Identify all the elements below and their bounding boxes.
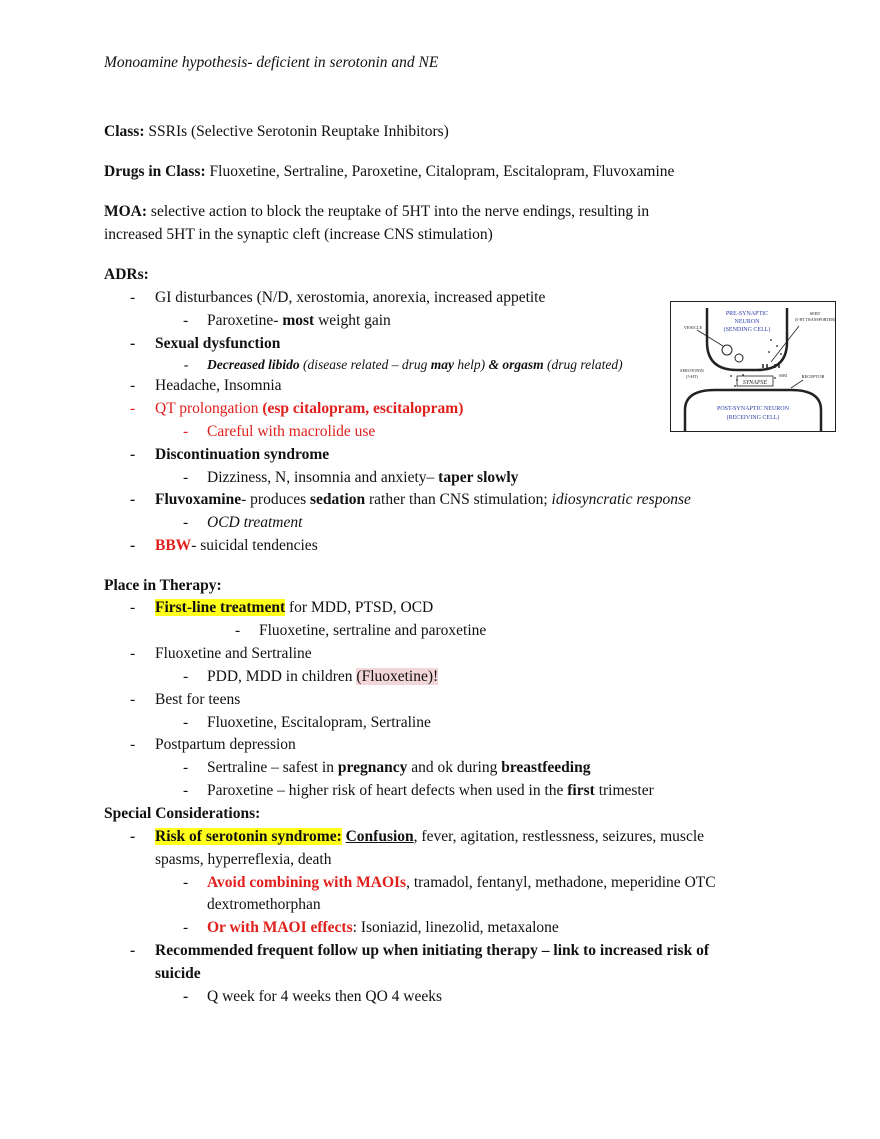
adr-parox-dash: - (183, 312, 189, 329)
adr-fluvox-e: idiosyncratic response (551, 491, 691, 508)
adr-fluvox-d: rather than CNS stimulation; (365, 491, 552, 508)
therapy-pdd (207, 667, 438, 687)
adr-libido-c: may (430, 357, 454, 372)
therapy-first-b: for MDD, PTSD, OCD (285, 599, 434, 616)
adr-parox-b: most (282, 312, 315, 329)
vesicle-circle (722, 345, 732, 355)
drugs-label: Drugs in Class: (104, 163, 206, 180)
drugs-text: Fluoxetine, Sertraline, Paroxetine, Citalopram, Escitalopram, Fluvoxamine (205, 163, 675, 180)
adr-fluvox-dash: - (130, 491, 136, 508)
adr-qt (155, 399, 463, 419)
adr-fluvox-b: - produces (241, 491, 310, 508)
special-qweek-dash: - (183, 988, 189, 1005)
adr-dizzy (207, 468, 518, 488)
special-heading: Special Considerations: (104, 805, 261, 822)
adr-macrolide: Careful with macrolide use (207, 423, 376, 440)
therapy-sert-d: breastfeeding (501, 759, 591, 776)
special-avoid-b: , tramadol, fentanyl, methadone, meperidine OTC (406, 874, 716, 891)
moa-text-1: selective action to block the reuptake of 5HT into the nerve endings, resulting in (147, 203, 650, 220)
therapy-first-dash: - (130, 599, 136, 616)
postsynaptic-label: POST-SYNAPTIC NEURON (717, 406, 789, 412)
adr-qt-b: (esp citalopram, escitalopram) (262, 400, 464, 417)
adr-qt-a: QT prolongation (155, 400, 263, 417)
synapse-diagram (670, 301, 836, 432)
special-maoi (207, 918, 559, 938)
adr-bbw-b: - suicidal tendencies (191, 537, 318, 554)
adr-sexual: Sexual dysfunction (155, 335, 281, 352)
therapy-teens-dash: - (130, 691, 136, 708)
postsynaptic-label-2: (RECEIVING CELL) (726, 415, 780, 421)
therapy-parox-dash: - (183, 782, 189, 799)
therapy-first-sub-dash: - (235, 622, 241, 639)
adr-parox (207, 311, 391, 331)
presynaptic-membrane (707, 308, 787, 370)
sert-label-2: (5-HT TRANSPORTER) (794, 317, 835, 322)
therapy-heading: Place in Therapy: (104, 577, 222, 594)
special-followup-dash: - (130, 942, 136, 959)
adr-libido-b: (disease related – drug (299, 357, 431, 372)
adr-dizzy-b: taper slowly (438, 469, 519, 486)
drugs-line (104, 162, 674, 182)
therapy-teens: Best for teens (155, 691, 241, 708)
adr-libido-a: Decreased libido (207, 357, 300, 372)
special-risk-c: , fever, agitation, restlessness, seizures, muscle (413, 828, 705, 845)
synapse-diagram-svg (671, 302, 835, 431)
moa-label: MOA: (104, 203, 148, 220)
therapy-first (155, 598, 433, 618)
special-maoi-a: Or with MAOI effects (207, 919, 353, 936)
moa-line-1 (104, 202, 649, 222)
class-text: SSRIs (Selective Serotonin Reuptake Inhibitors) (144, 123, 449, 140)
adrs-heading: ADRs: (104, 266, 149, 283)
therapy-parox-b: first (567, 782, 595, 799)
adr-fluvox-a: Fluvoxamine (155, 491, 242, 508)
special-risk-b: Confusion (345, 828, 414, 845)
adr-bbw (155, 536, 318, 556)
therapy-postpartum: Postpartum depression (155, 736, 296, 753)
vesicle-circle (735, 354, 743, 362)
adr-libido-e: & orgasm (488, 357, 544, 372)
adr-sexual-dash: - (130, 335, 136, 352)
therapy-pdd-b: (Fluoxetine)! (356, 668, 439, 685)
receptor-pointer (791, 380, 803, 388)
special-maoi-dash: - (183, 919, 189, 936)
sert-label: SERT (809, 311, 821, 316)
therapy-pdd-dash: - (183, 668, 189, 685)
adr-gi-dash: - (130, 289, 136, 306)
vesicle-label: VESICLE (683, 325, 703, 330)
special-avoid-dash: - (183, 874, 189, 891)
class-line (104, 122, 449, 142)
special-followup-2: suicide (155, 965, 201, 982)
therapy-parox (207, 781, 654, 801)
presynaptic-label: PRE-SYNAPTIC (725, 311, 769, 317)
page-header: Monoamine hypothesis- deficient in serotonin and NE (104, 54, 439, 71)
therapy-sert-c: and ok during (407, 759, 502, 776)
special-risk-line2: spasms, hyperreflexia, death (155, 851, 332, 868)
adr-libido-d: help) (453, 357, 489, 372)
adr-parox-a: Paroxetine- (207, 312, 283, 329)
vesicle-pointer (697, 330, 723, 346)
synapse-label: SYNAPSE (742, 380, 768, 386)
therapy-sert (207, 758, 590, 778)
adr-ocd-dash: - (183, 514, 189, 531)
adr-parox-c: weight gain (314, 312, 391, 329)
therapy-pdd-a: PDD, MDD in children (207, 668, 357, 685)
therapy-parox-c: trimester (594, 782, 654, 799)
serotonin-label-2: (5-HT) (686, 374, 698, 379)
therapy-fs-dash: - (130, 645, 136, 662)
presynaptic-label-3: (SENDING CELL) (723, 327, 771, 333)
moa-line-2: increased 5HT in the synaptic cleft (increase CNS stimulation) (104, 226, 493, 243)
adr-libido-f: (drug related) (543, 357, 623, 372)
class-label: Class: (104, 123, 145, 140)
adr-discont-dash: - (130, 446, 136, 463)
adr-discont: Discontinuation syndrome (155, 446, 330, 463)
special-followup-1: Recommended frequent follow up when initiating therapy – link to increased risk of (155, 942, 709, 959)
special-maoi-b: : Isoniazid, linezolid, metaxalone (352, 919, 559, 936)
adr-macrolide-dash: - (183, 423, 189, 440)
special-avoid (207, 873, 716, 893)
special-risk (155, 827, 704, 847)
adr-fluvox-c: sedation (310, 491, 366, 508)
adr-bbw-dash: - (130, 537, 136, 554)
therapy-sert-dash: - (183, 759, 189, 776)
adr-headache-dash: - (130, 377, 136, 394)
adr-dizzy-dash: - (183, 469, 189, 486)
receptor-label: RECEPTOR (801, 374, 825, 379)
adr-gi: GI disturbances (N/D, xerostomia, anorexia, increased appetite (155, 289, 546, 306)
adr-dizzy-a: Dizziness, N, insomnia and anxiety– (207, 469, 439, 486)
adr-headache: Headache, Insomnia (155, 377, 282, 394)
adr-libido-text (207, 355, 623, 375)
special-qweek: Q week for 4 weeks then QO 4 weeks (207, 988, 443, 1005)
therapy-sert-b: pregnancy (337, 759, 408, 776)
special-avoid-a: Avoid combining with MAOIs (207, 874, 407, 891)
presynaptic-label-2: NEURON (734, 319, 760, 325)
therapy-sert-a: Sertraline – safest in (207, 759, 338, 776)
adr-ocd: OCD treatment (207, 514, 303, 531)
therapy-first-a: First-line treatment (155, 599, 286, 616)
therapy-parox-a: Paroxetine – higher risk of heart defects when used in the (207, 782, 568, 799)
therapy-postpartum-dash: - (130, 736, 136, 753)
ssri-label: SSRI (778, 374, 788, 378)
adr-fluvox-text (155, 490, 691, 510)
special-risk-dash: - (130, 828, 136, 845)
therapy-first-sub: Fluoxetine, sertraline and paroxetine (259, 622, 487, 639)
adr-qt-dash: - (130, 400, 136, 417)
therapy-teens-sub-dash: - (183, 714, 189, 731)
special-risk-a: Risk of serotonin syndrome: (155, 828, 342, 845)
adr-bbw-a: BBW (155, 537, 192, 554)
therapy-fs: Fluoxetine and Sertraline (155, 645, 312, 662)
adr-libido-dash: - (184, 357, 189, 372)
serotonin-label: SEROTONIN (680, 368, 704, 373)
special-avoid-line2: dextromethorphan (207, 896, 321, 913)
therapy-teens-sub: Fluoxetine, Escitalopram, Sertraline (207, 714, 431, 731)
